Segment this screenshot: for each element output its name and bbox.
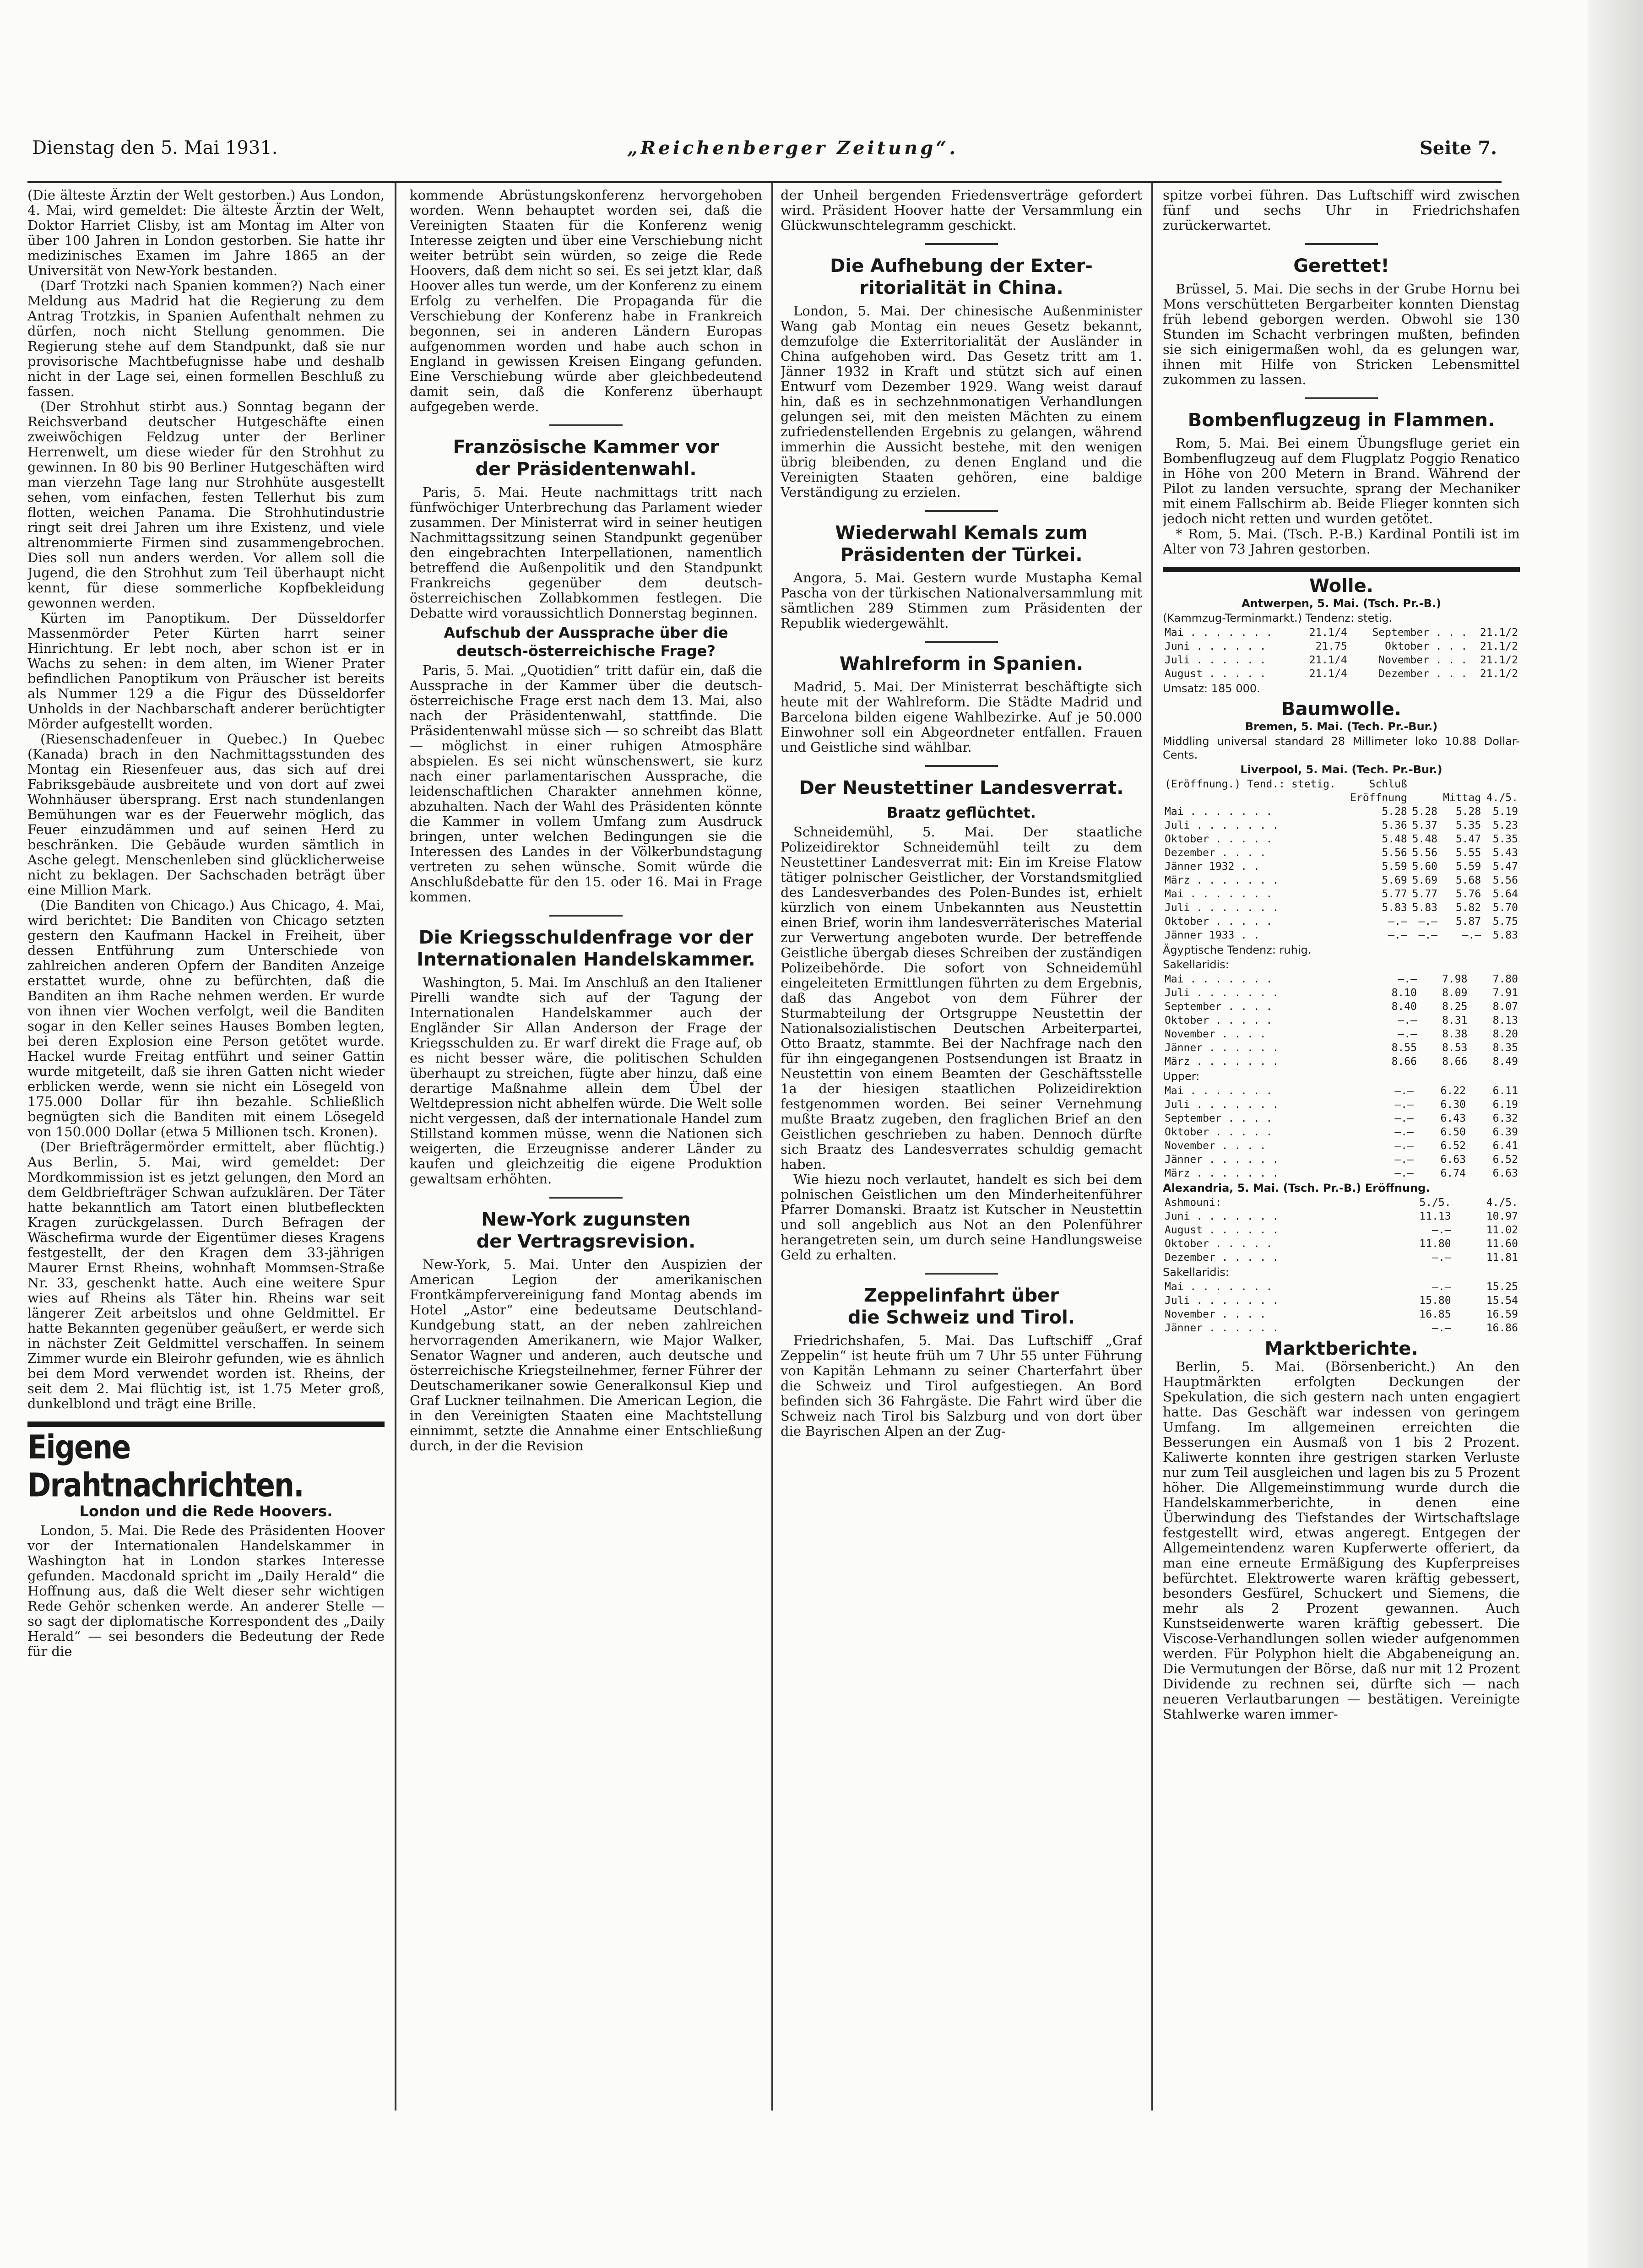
- table-cell: Juli . . . . . . .: [1165, 1295, 1279, 1307]
- table-cell: 7.91: [1492, 987, 1518, 999]
- table-row: [1163, 1251, 1520, 1264]
- column-1: [27, 188, 385, 2111]
- table-cell: 6.32: [1492, 1112, 1518, 1124]
- headline-gerettet: Gerettet!: [1293, 255, 1389, 277]
- table-cell: 5.28: [1412, 806, 1438, 818]
- article-continued: der Unheil bergenden Friedensverträge gefordert wird. Präsident Hoover hatte der Versammlung ein Glückwunschtelegramm geschickt.: [781, 188, 1142, 233]
- table-cell: 6.63: [1440, 1154, 1466, 1166]
- table-cell: Juli . . . . . .: [1165, 654, 1266, 666]
- table-cell: 8.09: [1442, 987, 1468, 999]
- table-cell: Ashmouni:: [1165, 1197, 1222, 1209]
- table-row: [1163, 626, 1520, 640]
- table-row: [1163, 653, 1520, 667]
- table-cell: 5.59: [1382, 861, 1407, 873]
- table-cell: 6.63: [1492, 1167, 1518, 1179]
- table-cell: 5.76: [1455, 888, 1481, 900]
- table-cell: 5.64: [1492, 888, 1518, 900]
- table-cell: Mai . . . . . . .: [1165, 1085, 1273, 1097]
- headline-kriegsschulden: [410, 927, 762, 971]
- table-cell: Juli . . . . . . .: [1165, 819, 1279, 831]
- article-trotzki: (Darf Trotzki nach Spanien kommen?) Nach einer Meldung aus Madrid hat die Regierung zu dem Antrag Trotzkis, in Spanien Aufenthalt nehmen zu dürfen, noch nicht Stellung genommen. Die Regierung stehe auf dem Standpunkt, daß sie nur provisorische Machtbefugnisse habe und deshalb nicht in der Lage sei, einen formellen Beschluß zu fassen.: [27, 278, 385, 399]
- headline-kammer: [410, 436, 762, 480]
- table-row: [1163, 887, 1520, 901]
- table-row: [1163, 1321, 1520, 1335]
- table-row: [1163, 1014, 1520, 1027]
- table-cell: Eröffnung: [1350, 792, 1407, 804]
- table-cell: 16.86: [1486, 1322, 1518, 1334]
- article-china: London, 5. Mai. Der chinesische Außenminister Wang gab Montag ein neues Gesetz bekannt, demzufolge die Exterritorialität der Ausländer in China aufgehoben wird. Das Gesetz tritt am 1. Jänner 1932 in Kraft und stützt sich auf einen Entwurf vom Dezember 1929. Wang weist darauf hin, daß es in sechzehnmonatigen Verhandlungen gelungen sei, mit den meisten Mächten zu einem zufriedenstellenden Ergebnis zu gelangen, während immerhin die Aussicht bestehe, mit den wenigen übrig bleibenden, zu denen England und die Vereinigten Staaten gehören, eine baldige Verständigung zu erzielen.: [781, 303, 1142, 500]
- headline-landesverrat: Der Neustettiner Landesverrat.: [799, 777, 1124, 798]
- table-cell: —.—: [1418, 916, 1438, 928]
- table-cell: 5.23: [1492, 819, 1518, 831]
- table-cell: 8.31: [1442, 1015, 1468, 1026]
- table-cell: März . . . . . . .: [1165, 1056, 1279, 1068]
- table-cell: —.—: [1398, 973, 1417, 985]
- table-cell: 5.47: [1455, 833, 1481, 845]
- table-cell: 11.13: [1419, 1210, 1451, 1222]
- table-row: [1163, 1153, 1520, 1167]
- issue-date: Dienstag den 5. Mai 1931.: [32, 137, 278, 158]
- market-line: Umsatz: 185 000.: [1163, 682, 1260, 695]
- table-cell: 5.28: [1382, 806, 1407, 818]
- table-cell: 5.68: [1455, 874, 1481, 886]
- table-cell: Jänner 1933 . .: [1165, 929, 1260, 941]
- column-rule: [1151, 183, 1153, 2111]
- headline-line: Zeppelinfahrt über: [863, 1285, 1059, 1306]
- table-cell: Mai . . . . . . .: [1165, 806, 1273, 818]
- table-cell: 5.48: [1412, 833, 1438, 845]
- separator: [1305, 397, 1378, 399]
- table-cell: 15.25: [1486, 1281, 1518, 1293]
- table-cell: 5./5.: [1419, 1197, 1451, 1209]
- table-cell: Juli . . . . . . .: [1165, 1099, 1279, 1111]
- headline-newyork: [410, 1209, 762, 1253]
- market-line: [1163, 720, 1520, 733]
- table-row: [1163, 928, 1520, 942]
- table-cell: 6.19: [1492, 1099, 1518, 1111]
- table-cell: 5.87: [1455, 916, 1481, 928]
- table-cell: —.—: [1432, 1252, 1451, 1264]
- page-number: Seite 7.: [1419, 137, 1497, 159]
- table-row: [1163, 1237, 1520, 1251]
- table-cell: November . . . .: [1165, 1028, 1266, 1040]
- table-cell: März . . . . . . .: [1165, 874, 1279, 886]
- table-cell: —.—: [1388, 916, 1407, 928]
- table-cell: —.—: [1432, 1224, 1451, 1236]
- headline-line: ritorialität in China.: [859, 277, 1063, 298]
- table-row: [1163, 1027, 1520, 1041]
- article-london: London, 5. Mai. Die Rede des Präsidenten Hoover vor der Internationalen Handelskammer in Washington hat in London starkes Interesse gefunden. Macdonald spricht im „Daily Herald“ die Hoffnung aus, daß die Welt dieser sehr wichtigen Rede Gehör schenken werde. An anderer Stelle — so sagt der diplomatische Korrespondent des „Daily Herald“ — sei besonders die Bedeutung der Rede für die: [27, 1523, 385, 1659]
- headline-line: New-York zugunsten: [481, 1209, 691, 1230]
- table-cell: September . . . .: [1165, 1001, 1273, 1013]
- table-cell: 6.52: [1440, 1140, 1466, 1152]
- table-cell: 8.40: [1391, 1001, 1417, 1013]
- table-cell: Juli . . . . . . .: [1165, 987, 1279, 999]
- separator: [925, 1273, 998, 1275]
- market-line: [1163, 1181, 1520, 1195]
- table-cell: 6.43: [1440, 1112, 1466, 1124]
- table-cell: Dezember . . . .: [1165, 847, 1266, 859]
- separator: [549, 915, 623, 917]
- table-cell: 4./5.: [1486, 792, 1518, 804]
- table-cell: 5.28: [1455, 806, 1481, 818]
- headline-line: Die Kriegsschuldenfrage vor der: [418, 927, 754, 948]
- table-cell: 5.56: [1492, 874, 1518, 886]
- table-row: [1163, 860, 1520, 874]
- table-cell: Oktober . . . . .: [1165, 1015, 1273, 1026]
- table-cell: Mittag: [1443, 792, 1481, 804]
- separator: [925, 765, 998, 767]
- table-cell: September . . . .: [1165, 1112, 1273, 1124]
- header-rule: [27, 181, 1502, 183]
- table-cell: Oktober . . . . .: [1165, 833, 1273, 845]
- table-cell: 10.97: [1486, 1210, 1518, 1222]
- table-cell: 11.80: [1419, 1238, 1451, 1250]
- table-cell: 8.35: [1492, 1042, 1518, 1054]
- headline-line: Wiederwahl Kemals zum: [835, 522, 1088, 543]
- table-cell: 5.82: [1455, 902, 1481, 914]
- table-cell: —.—: [1394, 1099, 1414, 1111]
- headline-zeppelin: [781, 1285, 1142, 1329]
- table-cell: 5.35: [1492, 833, 1518, 845]
- market-berichte-title: Marktberichte.: [1264, 1338, 1418, 1359]
- market-line: Sakellaridis:: [1163, 1266, 1229, 1279]
- table-cell: Jänner 1932 . .: [1165, 861, 1260, 873]
- table-cell: 21.1/4: [1309, 627, 1347, 639]
- article-continued: spitze vorbei führen. Das Luftschiff wird zwischen fünf und sechs Uhr in Friedrichshafen zurückerwartet.: [1163, 188, 1520, 233]
- table-cell: 5.47: [1492, 861, 1518, 873]
- table-cell: 8.25: [1442, 1001, 1468, 1013]
- section-rule: [1163, 567, 1520, 572]
- table-cell: —.—: [1394, 1085, 1414, 1097]
- table-cell: 5.56: [1382, 847, 1407, 859]
- table-cell: —.—: [1418, 929, 1438, 941]
- table-cell: 6.11: [1492, 1085, 1518, 1097]
- headline-aufschub: Aufschub der Aussprache über die deutsch-österreichische Frage?: [444, 624, 728, 660]
- article-kardinal: * Rom, 5. Mai. (Tsch. P.-B.) Kardinal Pontili ist im Alter von 73 Jahren gestorben.: [1163, 526, 1520, 557]
- article-aerztin: (Die älteste Ärztin der Welt gestorben.) Aus London, 4. Mai, wird gemeldet: Die älteste Ärztin der Welt, Doktor Harriet Clisby, ist am Montag im Alter von über 100 Jahren in London gestorben. Sie hatte ihr medizinisches Examen im Jahre 1865 an der Universität von New-York bestanden.: [27, 188, 385, 278]
- article-landesverrat-2: Wie hiezu noch verlautet, handelt es sich bei dem polnischen Geistlichen um den Minderheitenführer Pfarrer Domanski. Braatz ist Kutscher in Neustettin und soll angeblich aus Not an den Polenführer herangetreten sein, um durch seine Handlungsweise Geld zu erhalten.: [781, 1172, 1142, 1263]
- table-cell: 5.75: [1492, 916, 1518, 928]
- table-cell: Dezember . . . . .: [1165, 1252, 1279, 1264]
- table-cell: 5.19: [1492, 806, 1518, 818]
- article-strohhut: (Der Strohhut stirbt aus.) Sonntag begann der Reichsverband deutscher Hutgeschäfte einen zweiwöchigen Feldzug unter der Berliner Herrenwelt, um diese wieder für den Strohhut zu gewinnen. In 80 bis 90 Berliner Hutgeschäften wird man vierzehn Tage lang nur Strohhüte ausgestellt sehen, vom einfachen, festen Tellerhut bis zum flotten, weichen Panama. Die Strohhutindustrie ringt seit drei Jahren um ihre Existenz, und viele altrenommierte Firmen sind zusammengebrochen. Dies soll nun anders werden. Vor allem soll die Jugend, die den Strohhut zum Teil überhaupt nicht kennt, für diese sommerliche Kopfbekleidung gewonnen werden.: [27, 399, 385, 611]
- table-row: [1163, 640, 1520, 653]
- table-cell: 5.69: [1382, 874, 1407, 886]
- table-row: [1163, 819, 1520, 832]
- table-cell: —.—: [1388, 929, 1407, 941]
- table-cell: 5.77: [1382, 888, 1407, 900]
- separator: [925, 510, 998, 512]
- article-kammer: Paris, 5. Mai. Heute nachmittags tritt nach fünfwöchiger Unterbrechung das Parlament wieder zusammen. Der Ministerrat wird in seiner heutigen Nachmittagssitzung seinen Standpunkt gegenüber den eingebrachten Interpellationen, namentlich betreffend die Außenpolitik und den Standpunkt Frankreichs gegenüber dem deutsch-österreichischen Zollabkommen festlegen. Die Debatte wird voraussichtlich Donnerstag beginnen.: [410, 484, 762, 621]
- ashmouni-table: [1163, 1196, 1520, 1264]
- table-cell: 5.56: [1412, 847, 1438, 859]
- market-liverpool: Liverpool, 5. Mai. (Tech. Pr.-Bur.): [1240, 763, 1442, 776]
- table-cell: 5.37: [1412, 819, 1438, 831]
- article-chicago: (Die Banditen von Chicago.) Aus Chicago, 4. Mai, wird berichtet: Die Banditen von Chicago setzten gestern den Kaufmann Hackel in Freiheit, über dessen Entführung zum Unterschiede von zahlreichen anderen Opfern der Banditen Anzeige erstattet wurde, ohne zu befürchten, daß die Banditen an ihm Rache nehmen werden. Er wurde von ihnen vier Wochen verfolgt, weil die Banditen sogar in den Keller seines Hauses Bomben legten, bei deren Explosion eine Person getötet wurde. Hackel wurde Freitag entführt und seiner Gattin wurde mitgeteilt, daß sie ihren Gatten nicht wieder erblicken werde, wenn sie nicht ein Lösegeld von 175.000 Dollar für ihn bezahle. Schließlich begnügten sich die Banditen mit einem Lösegeld von 150.000 Dollar (etwa 5 Millionen tsch. Kronen).: [27, 897, 385, 1139]
- column-2: [410, 188, 762, 2111]
- table-cell: Oktober . . . . .: [1165, 1126, 1273, 1138]
- table-cell: 8.38: [1442, 1028, 1468, 1040]
- table-cell: September . . .: [1372, 627, 1468, 639]
- table-cell: 5.36: [1382, 819, 1407, 831]
- subheadline-braatz: Braatz geflüchtet.: [887, 804, 1036, 821]
- table-cell: Oktober . . . . .: [1165, 1238, 1273, 1250]
- table-cell: 11.02: [1486, 1224, 1518, 1236]
- market-baumwolle-title: Baumwolle.: [1281, 699, 1401, 720]
- table-cell: August . . . . .: [1165, 668, 1266, 680]
- running-head: [32, 137, 1497, 174]
- table-cell: 5.83: [1492, 929, 1518, 941]
- table-cell: Oktober . . . . .: [1165, 916, 1273, 928]
- table-cell: [1409, 791, 1439, 805]
- table-cell: Juni . . . . . .: [1165, 640, 1266, 652]
- article-continued: kommende Abrüstungskonferenz hervorgehoben worden. Wenn behauptet worden sei, daß die Vereinigten Staaten für die Konferenz wenig Interesse zeigten und über eine Verschiebung nicht weiter betrübt sein würden, so zeige die Rede Hoovers, daß dem nicht so sei. Es sei jetzt klar, daß Hoover alles tun werde, um der Konferenz zu einem Erfolg zu verhelfen. Die Propaganda für die Verschiebung der Konferenz habe in Frankreich begonnen, sei in anderen Ländern Europas aufgenommen worden und habe auch schon in England in gewissen Kreisen Eingang gefunden. Eine Verschiebung würde aber gleichbedeutend damit sein, daß die Konferenz überhaupt aufgegeben werde.: [410, 188, 762, 414]
- table-cell: 16.59: [1486, 1308, 1518, 1320]
- table-row: [1163, 1196, 1520, 1210]
- table-cell: —.—: [1398, 1015, 1417, 1026]
- wolle-table: [1163, 626, 1520, 681]
- table-cell: 21.1/2: [1480, 654, 1518, 666]
- table-cell: 6.74: [1440, 1167, 1466, 1179]
- market-line: Upper:: [1163, 1070, 1200, 1083]
- headline-kemal: [781, 522, 1142, 566]
- table-cell: 5.59: [1455, 861, 1481, 873]
- table-row: [1163, 1294, 1520, 1308]
- table-cell: —.—: [1394, 1112, 1414, 1124]
- table-cell: 8.53: [1442, 1042, 1468, 1054]
- table-row: [1163, 1084, 1520, 1098]
- table-cell: 6.22: [1440, 1085, 1466, 1097]
- market-line: [1163, 597, 1520, 610]
- table-cell: Oktober . . .: [1385, 640, 1468, 652]
- table-cell: 16.85: [1419, 1308, 1451, 1320]
- article-bombenflugzeug: Rom, 5. Mai. Bei einem Übungsfluge geriet ein Bombenflugzeug auf dem Flugplatz Poggio Renatico in Höhe von 200 Metern in Brand. Während der Pilot zu landen versuchte, sprang der Mechaniker mit einem Fallschirm ab. Beide Flieger konnten sich jedoch nicht retten und wurden getötet.: [1163, 435, 1520, 526]
- table-row: [1163, 667, 1520, 681]
- table-cell: 8.66: [1391, 1056, 1417, 1068]
- market-bremen: Bremen, 5. Mai. (Tech. Pr.-Bur.): [1245, 720, 1438, 733]
- newspaper-name: „Reichenberger Zeitung“.: [627, 137, 959, 159]
- table-row: [1163, 1098, 1520, 1112]
- table-cell: —.—: [1394, 1154, 1414, 1166]
- article-wahlreform: Madrid, 5. Mai. Der Ministerrat beschäftigte sich heute mit der Wahlreform. Die Städte Madrid und Barcelona bilden eigene Wahlbezirke. Auf je 50.000 Einwohner soll ein Abgeordneter entfallen. Frauen und Geistliche sind wählbar.: [781, 679, 1142, 755]
- table-cell: 8.66: [1442, 1056, 1468, 1068]
- table-cell: 8.55: [1391, 1042, 1417, 1054]
- headline-bombenflugzeug: Bombenflugzeug in Flammen.: [1188, 410, 1495, 431]
- table-cell: —.—: [1398, 1028, 1417, 1040]
- table-row: [1163, 1280, 1520, 1294]
- separator: [549, 1197, 623, 1199]
- market-line: Sakellaridis:: [1163, 958, 1229, 971]
- column-4: [1163, 188, 1520, 2111]
- table-cell: November . . . .: [1165, 1308, 1266, 1320]
- table-cell: (Eröffnung.) Tend.: stetig.: [1165, 778, 1336, 790]
- table-row: [1163, 1308, 1520, 1321]
- separator: [1305, 243, 1378, 245]
- column-rule: [771, 183, 773, 2111]
- table-cell: 6.30: [1440, 1099, 1466, 1111]
- table-row: [1163, 1223, 1520, 1237]
- sakellaridis2-table: [1163, 1280, 1520, 1335]
- table-cell: 21.1/2: [1480, 627, 1518, 639]
- table-cell: —.—: [1432, 1322, 1451, 1334]
- headline-china: [781, 255, 1142, 299]
- table-cell: 8.10: [1391, 987, 1417, 999]
- table-cell: 5.70: [1492, 902, 1518, 914]
- table-cell: —.—: [1462, 929, 1481, 941]
- separator: [925, 641, 998, 643]
- table-cell: 15.54: [1486, 1295, 1518, 1307]
- market-alexandria: Alexandria, 5. Mai. (Tsch. Pr.-B.) Eröffnung.: [1163, 1182, 1430, 1194]
- table-cell: 5.48: [1382, 833, 1407, 845]
- headline-line: der Präsidentenwahl.: [475, 459, 697, 480]
- table-row: [1163, 805, 1520, 819]
- market-wolle-place: Antwerpen, 5. Mai. (Tsch. Pr.-B.): [1241, 597, 1442, 610]
- table-cell: 5.83: [1412, 902, 1438, 914]
- table-cell: 21.1/4: [1309, 654, 1347, 666]
- table-row: [1163, 1112, 1520, 1125]
- table-cell: [1163, 791, 1345, 805]
- headline-london: London und die Rede Hoovers.: [79, 1503, 333, 1520]
- table-cell: 5.55: [1455, 847, 1481, 859]
- table-cell: 5.83: [1382, 902, 1407, 914]
- market-line: (Kammzug-Terminmarkt.) Tendenz: stetig.: [1163, 612, 1393, 624]
- table-cell: —.—: [1432, 1281, 1451, 1293]
- headline-line: Französische Kammer vor: [453, 437, 719, 458]
- table-cell: 6.50: [1440, 1126, 1466, 1138]
- table-cell: 21.1/2: [1480, 640, 1518, 652]
- article-landesverrat: Schneidemühl, 5. Mai. Der staatliche Polizeidirektor Schneidemühl teilt zu dem Neustettiner Landesverrat mit: Ein im Kreise Flatow tätiger polnischer Geistlicher, der Vorstandsmitglied des Landesverbandes des Polen-Bundes ist, erhielt kürzlich von einem Unbekannten aus Neustettin einen Brief, worin ihm landesverräterisches Material zur Verwertung angeboten wurde. Der betreffende Geistliche übergab dieses Schreiben der zuständigen Polizeibehörde. Die sofort von Schneidemühl eingeleiteten Ermittlungen führten zu dem Ergebnis, daß das Angebot von dem Führer der Sturmabteilung der Ortsgruppe Neustettin der Nationalsozialistischen Deutschen Arbeiterpartei, Otto Braatz, stammte. Bei der Nachfrage nach den für ihn eingegangenen Postsendungen ist Braatz in Neustettin von einem Beamten der Geschäftsstelle 1a der hiesigen staatlichen Polizeidirektion festgenommen worden. Bei seiner Vernehmung mußte Braatz zugeben, den fraglichen Brief an den Geistlichen geschrieben zu haben. Dennoch dürfte sich Braatz des Landesverrates schuldig gemacht haben.: [781, 824, 1142, 1172]
- article-kemal: Angora, 5. Mai. Gestern wurde Mustapha Kemal Pascha von der türkischen Nationalversammlung mit sämtlichen 289 Stimmen zum Präsidenten der Republik wiedergewählt.: [781, 570, 1142, 631]
- table-cell: 15.80: [1419, 1295, 1451, 1307]
- article-kuerten: Kürten im Panoptikum. Der Düsseldorfer Massenmörder Peter Kürten harrt seiner Hinrichtung. Er lebt noch, aber schon ist er in Wachs zu sehen: in dem alten, im Wiener Prater befindlichen Panoptikum von Präuscher ist bereits als Nummer 129 a die Figur des Düsseldorfer Unholds in der Nachbarschaft anderer berüchtigter Mörder aufgestellt worden.: [27, 610, 385, 732]
- table-cell: 21.1/4: [1309, 668, 1347, 680]
- separator: [925, 243, 998, 245]
- table-cell: Jänner . . . . . .: [1165, 1322, 1279, 1334]
- table-row: [1163, 915, 1520, 928]
- table-cell: 5.60: [1412, 861, 1438, 873]
- table-row: [1163, 777, 1520, 791]
- table-cell: Jänner . . . . . .: [1165, 1154, 1279, 1166]
- table-cell: 4./5.: [1486, 1197, 1518, 1209]
- table-cell: 6.41: [1492, 1140, 1518, 1152]
- table-row: [1163, 1125, 1520, 1139]
- table-cell: 5.43: [1492, 847, 1518, 859]
- table-cell: —.—: [1394, 1126, 1414, 1138]
- table-row: [1163, 901, 1520, 915]
- article-brieftraeger: (Der Briefträgermörder ermittelt, aber flüchtig.) Aus Berlin, 5. Mai, wird gemeldet: Der Mordkommission ist es jetzt gelungen, den Mord an dem Geldbriefträger Schwan aufzuklären. Der Täter hatte bekanntlich am Tatort einen blutbefleckten Kragen zurückgelassen. Durch Befragen der Wäschefirma wurde der Eigentümer dieses Kragens festgestellt, der den Kragen dem 33-jährigen Maurer Ernst Rheins, wohnhaft Mommsen-Straße Nr. 33, geschenkt hatte. Auch eine weitere Spur wies auf Rheins als Täter hin. Rheins war seit längerer Zeit arbeitslos und ohne Geldmittel. Er hatte Bekannten gegenüber geäußert, er werde sich in nächster Zeit Geldmittel verschaffen. In seinem Zimmer wurde ein Bleirohr gefunden, wie es ähnlich bei dem Mord verwendet worden ist. Rheins, der seit dem 2. Mai flüchtig ist, ist 1.75 Meter groß, dunkelblond und trägt eine Brille.: [27, 1139, 385, 1411]
- table-cell: November . . . .: [1165, 1140, 1266, 1152]
- article-boerse: Berlin, 5. Mai. (Börsenbericht.) An den Hauptmärkten erfolgten Deckungen der Spekulation, die sich gestern nach unten engagiert hatte. Das Geschäft war indessen von geringem Umfang. Im allgemeinen erreichten die Besserungen ein Ausmaß von 1 bis 2 Prozent. Kaliwerte konnten ihre gestrigen starken Verluste nur zum Teil ausgleichen und lagen bis zu 5 Prozent höher. Die Allgemeinstimmung wurde durch die Handelskammerberichte, in denen eine Überwindung des Tiefstandes der Wirtschaftslage festgestellt wird, etwas angeregt. Entgegen der Allgemeintendenz waren Kupferwerte offeriert, da man eine erneute Ermäßigung des Kupferpreises befürchtet. Elektrowerte waren kräftig gebessert, besonders Gesfürel, Schuckert und Siemens, die mehr als 2 Prozent gewannen. Auch Kunstseidenwerte waren kräftig gebessert. Die Viscose-Verhandlungen sollen wieder aufgenommen werden. Für Polyphon hielt die Abgabeneigung an. Die Vermutungen der Börse, daß nur mit 12 Prozent Dividende zu rechnen sei, dürfte sich — nach neueren Verlautbarungen — bestätigen. Vereinigte Stahlwerke waren immer-: [1163, 1359, 1520, 1722]
- table-cell: Juli . . . . . . .: [1165, 902, 1279, 914]
- table-row: [1163, 986, 1520, 1000]
- article-kriegsschulden: Washington, 5. Mai. Im Anschluß an den Italiener Pirelli wandte sich auf der Tagung der Internationalen Handelskammer auch der Engländer Sir Allan Anderson der Frage der Kriegsschulden zu. Er warf direkt die Frage auf, ob es nicht besser wäre, die politischen Schulden überhaupt zu streichen, fügte aber hinzu, daß eine derartige Maßnahme allein dem Übel der Weltdepression nicht abhelfen würde. Die Welt solle nicht vergessen, daß der internationale Handel zum Stillstand kommen müsse, wenn die Nationen sich weigerten, die Erzeugnisse anderer Länder zu kaufen und gleichzeitig die eigene Produktion gewaltsam erhöhten.: [410, 975, 762, 1187]
- scan-edge: [1588, 0, 1643, 2268]
- market-line: [1163, 763, 1520, 776]
- table-cell: 21.1/2: [1480, 668, 1518, 680]
- table-cell: Juni . . . . . . .: [1165, 1210, 1279, 1222]
- upper-table: [1163, 1084, 1520, 1180]
- sakellaridis-table: [1163, 972, 1520, 1069]
- headline-line: Die Aufhebung der Exter-: [830, 255, 1093, 277]
- table-cell: 5.35: [1455, 819, 1481, 831]
- table-row: [1163, 846, 1520, 860]
- market-line: Ägyptische Tendenz: ruhig.: [1163, 944, 1312, 956]
- article-zeppelin: Friedrichshafen, 5. Mai. Das Luftschiff „Graf Zeppelin“ ist heute früh um 7 Uhr 55 unter Führung von Kapitän Lehmann zu seiner Charterfahrt über die Schweiz und Tirol aufgestiegen. An Bord befinden sich 36 Fahrgäste. Die Fahrt wird über die Schweiz nach Tirol bis Salzburg und von dort über die Bayrischen Alpen an der Zug-: [781, 1333, 1142, 1439]
- table-cell: 8.13: [1492, 1015, 1518, 1026]
- market-wolle-title: Wolle.: [1309, 575, 1373, 597]
- table-cell: 11.60: [1486, 1238, 1518, 1250]
- table-cell: Jänner . . . . . .: [1165, 1042, 1279, 1054]
- table-cell: 7.98: [1442, 973, 1468, 985]
- table-row: [1163, 1000, 1520, 1014]
- table-cell: Dezember . . .: [1378, 668, 1468, 680]
- headline-line: Internationalen Handelskammer.: [417, 949, 755, 970]
- table-cell: 8.49: [1492, 1056, 1518, 1068]
- table-cell: Mai . . . . . . .: [1165, 888, 1273, 900]
- headline-line: die Schweiz und Tirol.: [847, 1307, 1075, 1328]
- article-aufschub: Paris, 5. Mai. „Quotidien“ tritt dafür ein, daß die Aussprache in der Kammer über die deutsch-österreichische Frage erst nach dem 13. Mai, also nach der Präsidentenwahl, stattfinde. Die Präsidentenwahl müsse sich — so schreibt das Blatt — möglichst in einer ruhigen Atmosphäre abspielen. Es sei nicht wünschenswert, sie kurz nach einer parlamentarischen Aussprache, die leidenschaftlichen Charakter annehmen könne, abzuhalten. Nach der Wahl des Präsidenten könnte die Kammer in vollem Umfang zum Ausdruck bringen, unter welchen Bedingungen sie die Interessen des Landes in der Völkerbundstagung vertreten zu sehen wünsche. Somit würde die Anschlußdebatte für den 15. oder 16. Mai in Frage kommen.: [410, 662, 762, 905]
- headline-line: Präsidenten der Türkei.: [840, 544, 1083, 565]
- table-cell: —.—: [1394, 1167, 1414, 1179]
- table-cell: 8.20: [1492, 1028, 1518, 1040]
- table-cell: 5.69: [1412, 874, 1438, 886]
- table-row: [1163, 791, 1520, 805]
- article-gerettet: Brüssel, 5. Mai. Die sechs in der Grube Hornu bei Mons verschütteten Bergarbeiter konnten Dienstag früh lebend geborgen werden. Obwohl sie 130 Stunden im Schacht verbringen mußten, befinden sie sich einigermaßen wohl, da es gelungen war, ihnen mit Hilfe von Stricken Lebensmittel zukommen zu lassen.: [1163, 281, 1520, 387]
- article-quebec: (Riesenschadenfeuer in Quebec.) In Quebec (Kanada) brach in den Nachmittagsstunden des Montag ein Riesenfeuer aus, das sich auf drei Fabriksgebäude ausbreitete und von dort auf zwei Wohnhäuser übersprang. Erst nach stundenlangen Bemühungen war es der Feuerwehr möglich, das Feuer einzudämmen und auf seinen Herd zu beschränken. Die Gebäude wurden sämtlich in Asche gelegt. Menschenleben sind glücklicherweise nicht zu beklagen. Der Sachschaden beträgt über eine Million Mark.: [27, 731, 385, 898]
- table-cell: August . . . . . .: [1165, 1224, 1279, 1236]
- section-heading: Eigene Drahtnachrichten.: [27, 1428, 304, 1504]
- separator: [549, 424, 623, 426]
- table-cell: Mai . . . . . . .: [1165, 1281, 1273, 1293]
- table-cell: November . . .: [1378, 654, 1468, 666]
- table-row: [1163, 1055, 1520, 1069]
- table-row: [1163, 1041, 1520, 1055]
- liverpool-table: [1163, 777, 1520, 942]
- table-cell: 7.80: [1492, 973, 1518, 985]
- table-cell: 8.07: [1492, 1001, 1518, 1013]
- table-row: [1163, 1167, 1520, 1180]
- table-cell: 11.81: [1486, 1252, 1518, 1264]
- article-newyork: New-York, 5. Mai. Unter den Auspizien der American Legion der amerikanischen Frontkämpfervereinigung fand Montag abends im Hotel „Astor“ eine bedeutsame Deutschland-Kundgebung statt, an der neben zahlreichen hervorragenden Amerikanern, wie Major Walker, Senator Wagner und anderen, auch deutsche und österreichische Kriegsteilnehmer, ferner Führer der Deutschamerikaner sowie Generalkonsul Kiep und Graf Luckner teilnahmen. Die American Legion, die in den Vereinigten Staaten eine Machtstellung einnimmt, setzte die Annahme einer Entschließung durch, in der die Revision: [410, 1257, 762, 1454]
- section-rule: [27, 1422, 385, 1427]
- table-cell: 21.75: [1315, 640, 1347, 652]
- table-cell: März . . . . . . .: [1165, 1167, 1279, 1179]
- table-cell: 6.52: [1492, 1154, 1518, 1166]
- table-row: [1163, 1139, 1520, 1153]
- table-row: [1163, 1210, 1520, 1223]
- table-cell: 5.77: [1412, 888, 1438, 900]
- table-cell: Schluß: [1369, 778, 1407, 790]
- table-row: [1163, 972, 1520, 986]
- table-row: [1163, 874, 1520, 887]
- table-cell: Mai . . . . . . .: [1165, 973, 1273, 985]
- table-row: [1163, 832, 1520, 846]
- column-rule: [395, 183, 396, 2111]
- market-line: Middling universal standard 28 Millimeter loko 10.88 Dollar-Cents.: [1163, 735, 1520, 761]
- column-3: [781, 188, 1142, 2111]
- table-cell: —.—: [1394, 1140, 1414, 1152]
- headline-wahlreform: Wahlreform in Spanien.: [839, 653, 1084, 674]
- headline-line: der Vertragsrevision.: [476, 1231, 696, 1252]
- table-cell: Mai . . . . . . .: [1165, 627, 1273, 639]
- table-cell: 6.39: [1492, 1126, 1518, 1138]
